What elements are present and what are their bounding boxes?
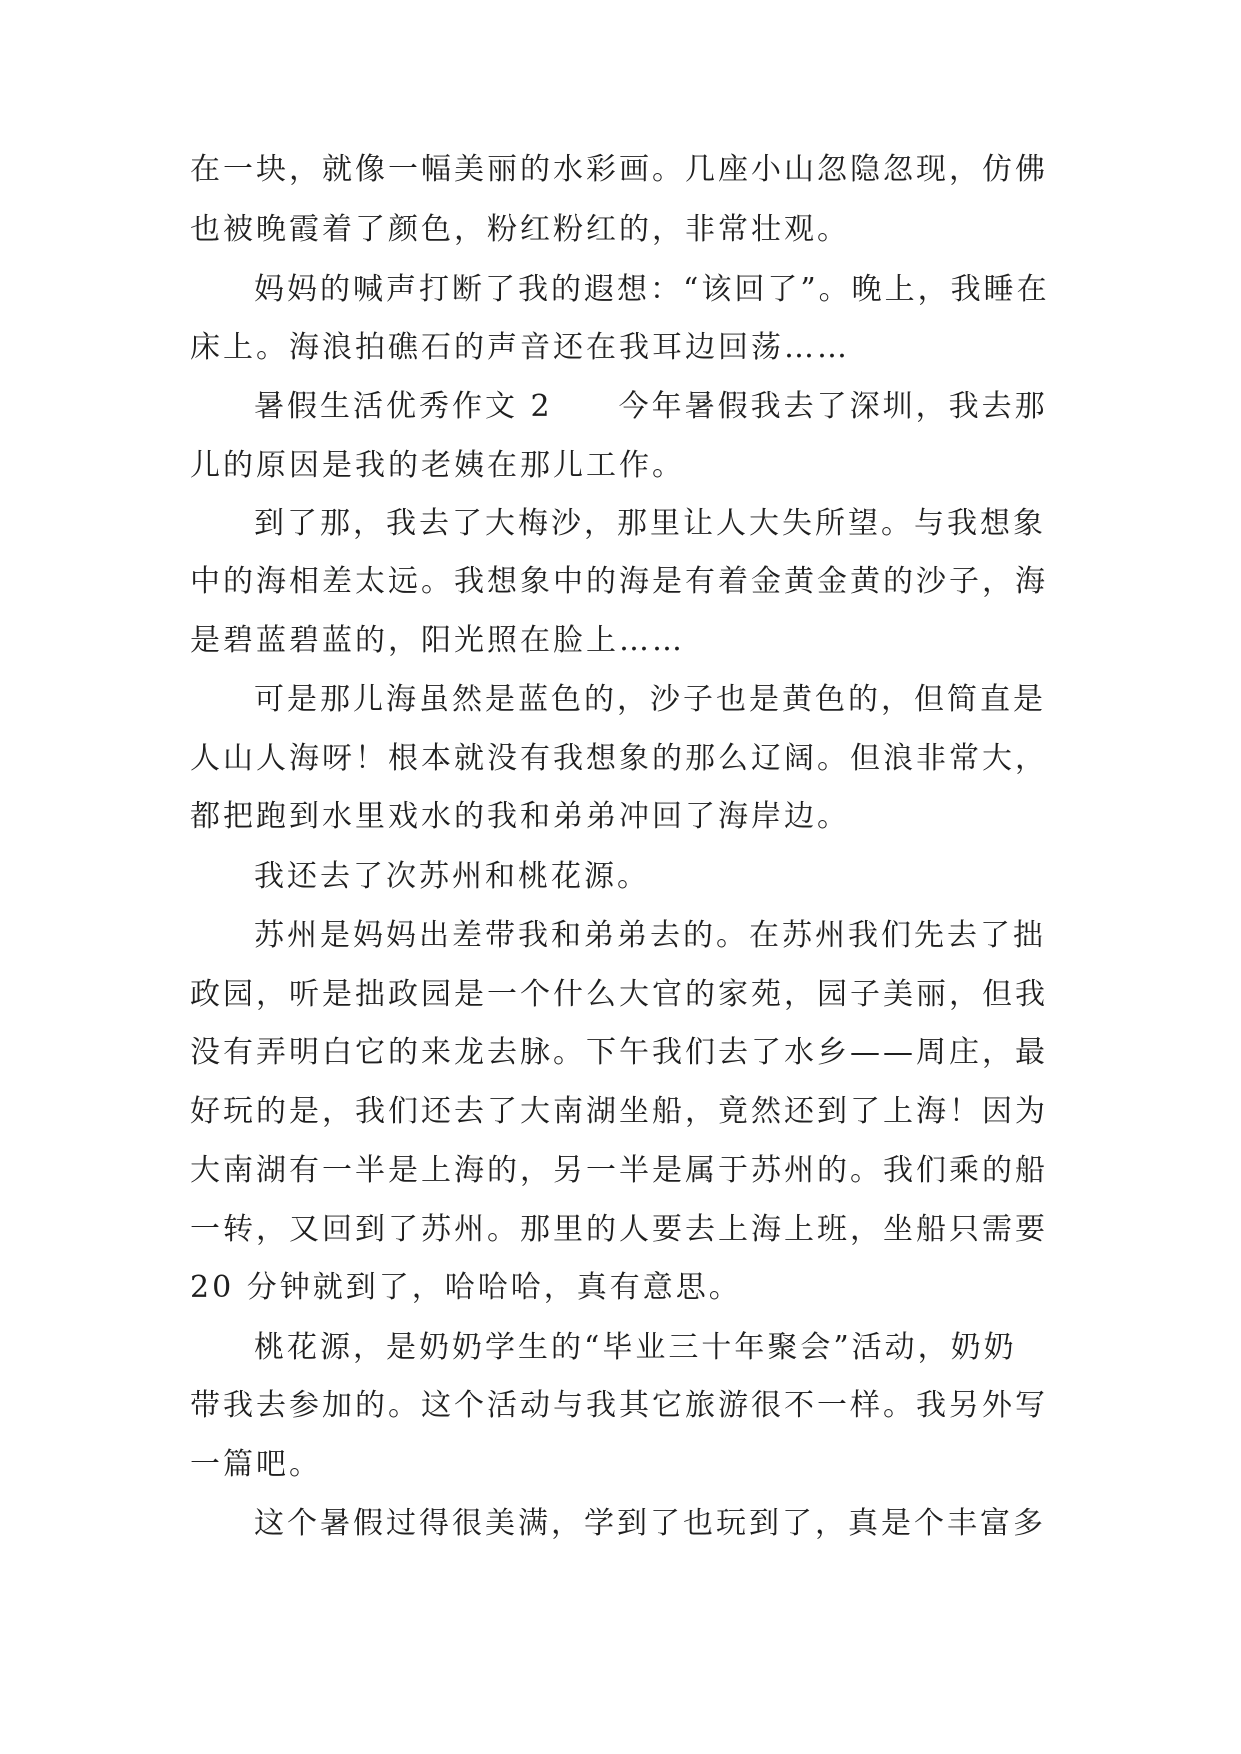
paragraph-start-line: 妈妈的喊声打断了我的遐想：“该回了”。晚上，我睡在	[254, 272, 1050, 307]
text-line: 中的海相差太远。我想象中的海是有着金黄金黄的沙子，海	[190, 564, 1048, 599]
paragraph-start-line: 我还去了次苏州和桃花源。	[254, 859, 650, 894]
paragraph-start-line: 可是那儿海虽然是蓝色的，沙子也是黄色的，但简直是	[254, 682, 1046, 717]
text-line: 政园，听是拙政园是一个什么大官的家苑，园子美丽，但我	[190, 977, 1048, 1012]
text-line: 也被晚霞着了颜色，粉红粉红的，非常壮观。	[190, 212, 850, 247]
text-line: 都把跑到水里戏水的我和弟弟冲回了海岸边。	[190, 799, 850, 834]
paragraph-start-line: 桃花源，是奶奶学生的“毕业三十年聚会”活动，奶奶	[254, 1330, 1017, 1365]
text-line: 好玩的是，我们还去了大南湖坐船，竟然还到了上海！因为	[190, 1094, 1048, 1129]
text-line: 大南湖有一半是上海的，另一半是属于苏州的。我们乘的船	[190, 1153, 1048, 1188]
text-line: 在一块，就像一幅美丽的水彩画。几座小山忽隐忽现，仿佛	[190, 152, 1048, 187]
paragraph-start-line: 到了那，我去了大梅沙，那里让人大失所望。与我想象	[254, 506, 1046, 541]
text-line: 一转，又回到了苏州。那里的人要去上海上班，坐船只需要	[190, 1212, 1048, 1247]
paragraph-start-line: 这个暑假过得很美满，学到了也玩到了，真是个丰富多	[254, 1506, 1046, 1541]
text-line: 带我去参加的。这个活动与我其它旅游很不一样。我另外写	[190, 1388, 1048, 1423]
paragraph-start-line: 暑假生活优秀作文 2 今年暑假我去了深圳，我去那	[254, 389, 1048, 424]
text-line: 人山人海呀！根本就没有我想象的那么辽阔。但浪非常大，	[190, 741, 1048, 776]
text-line: 床上。海浪拍礁石的声音还在我耳边回荡……	[190, 330, 850, 365]
text-line: 儿的原因是我的老姨在那儿工作。	[190, 448, 685, 483]
text-line: 没有弄明白它的来龙去脉。下午我们去了水乡——周庄，最	[190, 1035, 1048, 1070]
text-line: 20 分钟就到了，哈哈哈，真有意思。	[190, 1270, 742, 1305]
paragraph-start-line: 苏州是妈妈出差带我和弟弟去的。在苏州我们先去了拙	[254, 918, 1046, 953]
text-line: 一篇吧。	[190, 1447, 322, 1482]
text-line: 是碧蓝碧蓝的，阳光照在脸上……	[190, 623, 685, 658]
